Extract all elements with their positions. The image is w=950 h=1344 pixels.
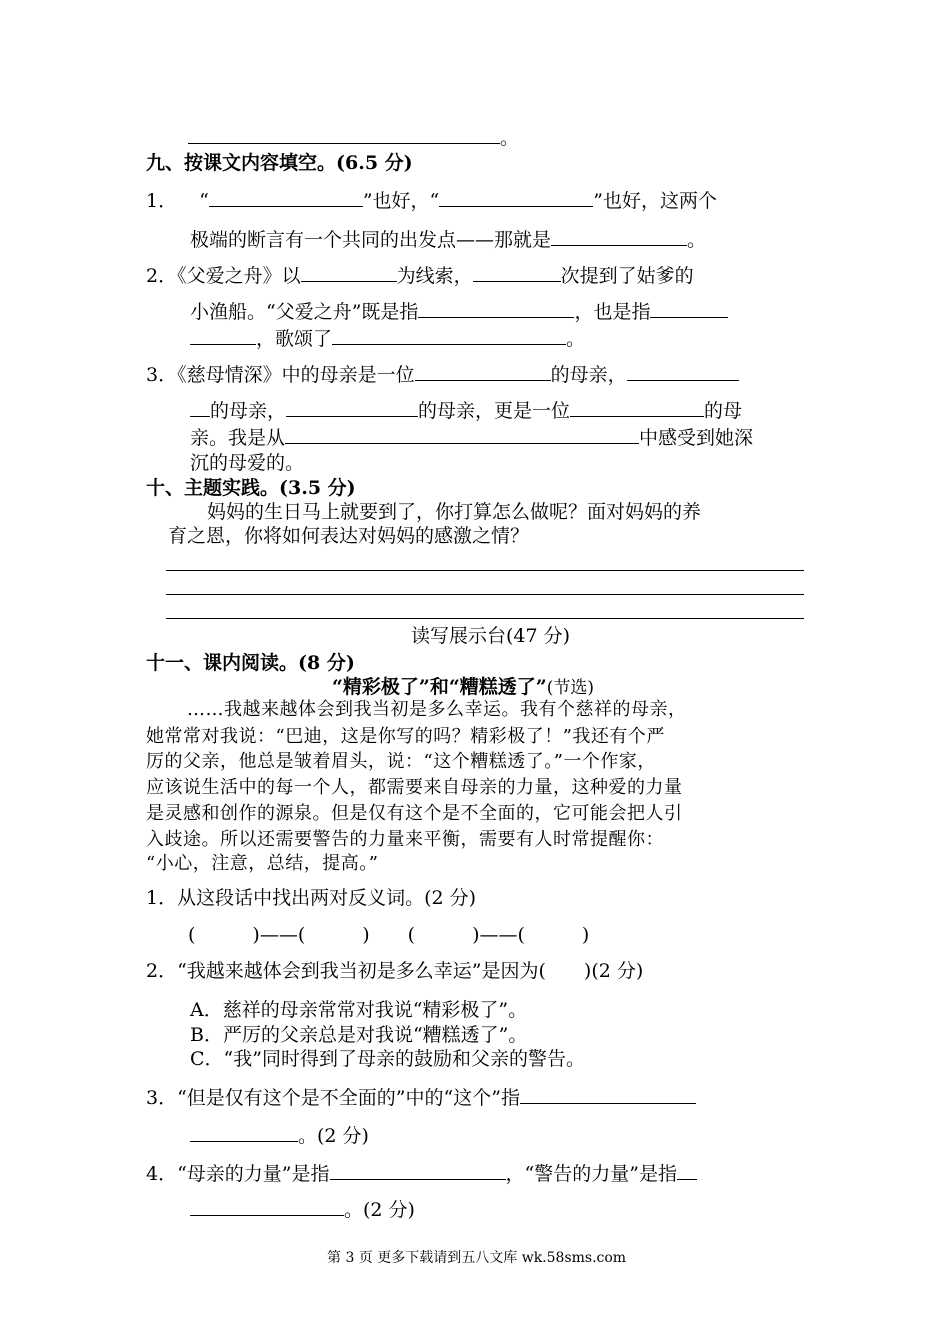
- answer-blank[interactable]: [330, 1160, 506, 1180]
- answer-blank[interactable]: [677, 1160, 697, 1180]
- passage-line: “小心，注意，总结，提高。”: [146, 853, 379, 874]
- answer-blank[interactable]: [190, 325, 256, 345]
- passage-line: 是灵感和创作的源泉。但是仅有这个是不全面的，它可能会把人引: [146, 803, 683, 824]
- s9-q1-line2: 极端的断言有一个共同的出发点——那就是 。: [190, 226, 706, 253]
- answer-blank[interactable]: [520, 1084, 696, 1104]
- passage-line: 厉的父亲，他总是皱着眉头，说：“这个糟糕透了。”一个作家，: [146, 751, 656, 772]
- passage-line: 入歧途。所以还需要警告的力量来平衡，需要有人时常提醒你：: [146, 829, 664, 850]
- answer-blank[interactable]: [301, 262, 397, 282]
- option-a[interactable]: A．慈祥的母亲常常对我说“精彩极了”。: [190, 999, 528, 1021]
- answer-blank[interactable]: [473, 262, 561, 282]
- s9-q2-line1: 2．《父爱之舟》以 为线索， 次提到了姑爹的: [146, 262, 694, 289]
- answer-blank[interactable]: [570, 397, 704, 417]
- answer-line[interactable]: [166, 594, 804, 595]
- page-footer: 第 3 页 更多下载请到五八文库 wk.58sms.com: [327, 1250, 627, 1266]
- answer-blank[interactable]: [285, 424, 639, 444]
- s10-prompt-line1: 妈妈的生日马上就要到了，你打算怎么做呢？面对妈妈的养: [207, 501, 702, 523]
- answer-blank[interactable]: [418, 298, 574, 318]
- option-c[interactable]: C．“我”同时得到了母亲的鼓励和父亲的警告。: [190, 1048, 585, 1070]
- s11-q1-blanks[interactable]: ( )——( ) ( )——( ): [188, 924, 590, 946]
- answer-blank[interactable]: [439, 187, 593, 207]
- passage-line: 应该说生活中的每一个人，都需要来自母亲的力量，这种爱的力量: [146, 777, 683, 798]
- prev-question-tail: 。: [188, 124, 519, 151]
- answer-blank[interactable]: [415, 361, 551, 381]
- s11-q4-line2: 。(2 分): [190, 1196, 415, 1223]
- answer-blank[interactable]: [190, 1196, 344, 1216]
- answer-blank[interactable]: [551, 226, 687, 246]
- answer-blank[interactable]: [188, 124, 500, 144]
- s11-q2: 2．“我越来越体会到我当初是多么幸运”是因为( )(2 分): [146, 960, 644, 982]
- s9-q3-line2: 的母亲， 的母亲，更是一位 的母: [190, 397, 742, 424]
- section11-title: 十一、课内阅读。(8 分): [146, 652, 355, 674]
- answer-line[interactable]: [166, 618, 804, 619]
- s11-q3-line1: 3．“但是仅有这个是不全面的”中的“这个”指: [146, 1084, 696, 1111]
- answer-blank[interactable]: [650, 298, 728, 318]
- passage-line: 她常常对我说：“巴迪，这是你写的吗？精彩极了！”我还有个严: [146, 726, 665, 747]
- answer-blank[interactable]: [190, 397, 210, 417]
- answer-blank[interactable]: [627, 361, 739, 381]
- answer-blank[interactable]: [209, 187, 363, 207]
- s11-q3-line2: 。(2 分): [190, 1122, 369, 1149]
- s9-q3-line1: 3．《慈母情深》中的母亲是一位 的母亲，: [146, 361, 739, 388]
- answer-blank[interactable]: [190, 1122, 298, 1142]
- s9-q3-line3: 亲。我是从 中感受到她深: [190, 424, 753, 451]
- s9-q3-line4: 沉的母爱的。: [190, 452, 305, 474]
- s9-q2-line2: 小渔船。“父爱之舟”既是指 ，也是指: [190, 298, 728, 325]
- section9-title: 九、按课文内容填空。(6.5 分): [146, 152, 413, 174]
- answer-blank[interactable]: [332, 325, 566, 345]
- answer-line[interactable]: [166, 570, 804, 571]
- s11-q4-line1: 4．“母亲的力量”是指 ，“警告的力量”是指: [146, 1160, 697, 1187]
- part-title: 读写展示台(47 分): [411, 625, 571, 647]
- passage-title: “精彩极了”和“糟糕透了”(节选): [332, 676, 594, 698]
- s9-q2-line3: ，歌颂了 。: [190, 325, 585, 352]
- passage-line: ……我越来越体会到我当初是多么幸运。我有个慈祥的母亲，: [187, 699, 687, 720]
- option-b[interactable]: B．严厉的父亲总是对我说“糟糕透了”。: [190, 1024, 528, 1046]
- s11-q1: 1．从这段话中找出两对反义词。(2 分): [146, 887, 477, 909]
- s10-prompt-line2: 育之恩，你将如何表达对妈妈的感激之情？: [168, 525, 530, 547]
- answer-blank[interactable]: [286, 397, 418, 417]
- section10-title: 十、主题实践。(3.5 分): [146, 477, 356, 499]
- s9-q1-line1: 1． “ ”也好，“ ”也好，这两个: [146, 187, 717, 214]
